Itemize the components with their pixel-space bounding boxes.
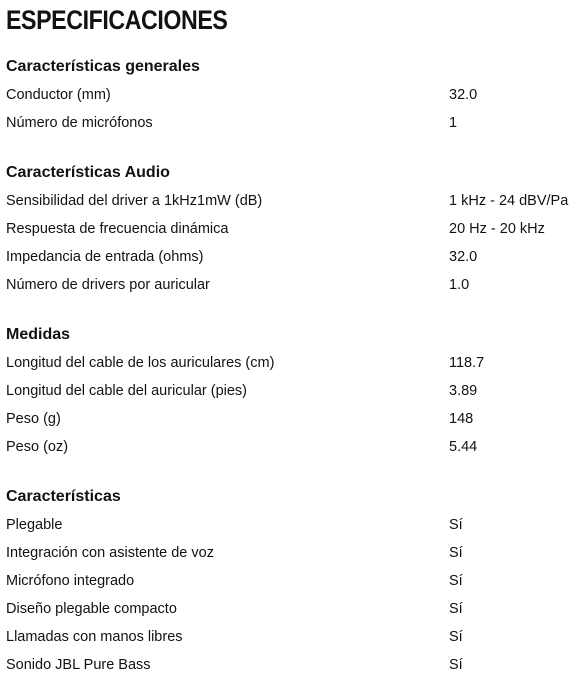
spec-value: 1 [449, 115, 458, 131]
spec-row [0, 405, 576, 433]
spec-value: 20 Hz - 20 kHz [449, 221, 545, 237]
spec-label: Impedancia de entrada (ohms) [6, 249, 204, 265]
section-general [0, 53, 576, 137]
spec-label: Conductor (mm) [6, 87, 111, 103]
spec-label: Peso (g) [6, 411, 61, 427]
spec-value: Sí [449, 573, 463, 589]
spec-value: 3.89 [449, 383, 478, 399]
spec-label: Plegable [6, 517, 63, 533]
spec-value: Sí [449, 601, 463, 617]
spec-label: Longitud del cable del auricular (pies) [6, 383, 248, 399]
section-heading: Medidas [6, 326, 71, 343]
spec-row [0, 187, 576, 215]
spec-label: Número de micrófonos [6, 115, 153, 131]
spec-label: Llamadas con manos libres [6, 629, 183, 645]
spec-label: Sonido JBL Pure Bass [6, 657, 151, 673]
spec-row [0, 623, 576, 651]
section-measures [0, 321, 576, 461]
spec-label: Sensibilidad del driver a 1kHz1mW (dB) [6, 193, 263, 209]
spec-row [0, 215, 576, 243]
section-audio [0, 159, 576, 299]
spec-row [0, 433, 576, 461]
spec-value: Sí [449, 657, 463, 673]
spec-label: Diseño plegable compacto [6, 601, 177, 617]
spec-row [0, 271, 576, 299]
spec-label: Peso (oz) [6, 439, 69, 455]
spec-value: 148 [449, 411, 474, 427]
spec-value: 32.0 [449, 87, 478, 103]
spec-row [0, 109, 576, 137]
spec-value: Sí [449, 545, 463, 561]
spec-value: 1.0 [449, 277, 470, 293]
spec-row [0, 539, 576, 567]
spec-label: Micrófono integrado [6, 573, 135, 589]
spec-list [0, 349, 576, 461]
spec-value: Sí [449, 629, 463, 645]
spec-row [0, 377, 576, 405]
spec-list [0, 187, 576, 299]
spec-value: 1 kHz - 24 dBV/Pa [449, 193, 569, 209]
section-features [0, 483, 576, 679]
spec-row [0, 567, 576, 595]
spec-list [0, 511, 576, 679]
spec-list [0, 81, 576, 137]
section-heading: Características Audio [6, 164, 170, 181]
spec-value: Sí [449, 517, 463, 533]
spec-label: Número de drivers por auricular [6, 277, 210, 293]
spec-label: Integración con asistente de voz [6, 545, 214, 561]
spec-value: 118.7 [449, 355, 485, 371]
section-heading: Características generales [6, 58, 200, 75]
spec-row [0, 81, 576, 109]
spec-value: 5.44 [449, 439, 478, 455]
spec-label: Respuesta de frecuencia dinámica [6, 221, 229, 237]
section-heading: Características [6, 488, 121, 505]
spec-value: 32.0 [449, 249, 478, 265]
spec-row [0, 651, 576, 679]
spec-row [0, 595, 576, 623]
spec-label: Longitud del cable de los auriculares (cm) [6, 355, 275, 371]
spec-row [0, 511, 576, 539]
page-title: ESPECIFICACIONES [6, 5, 228, 35]
spec-row [0, 349, 576, 377]
spec-row [0, 243, 576, 271]
